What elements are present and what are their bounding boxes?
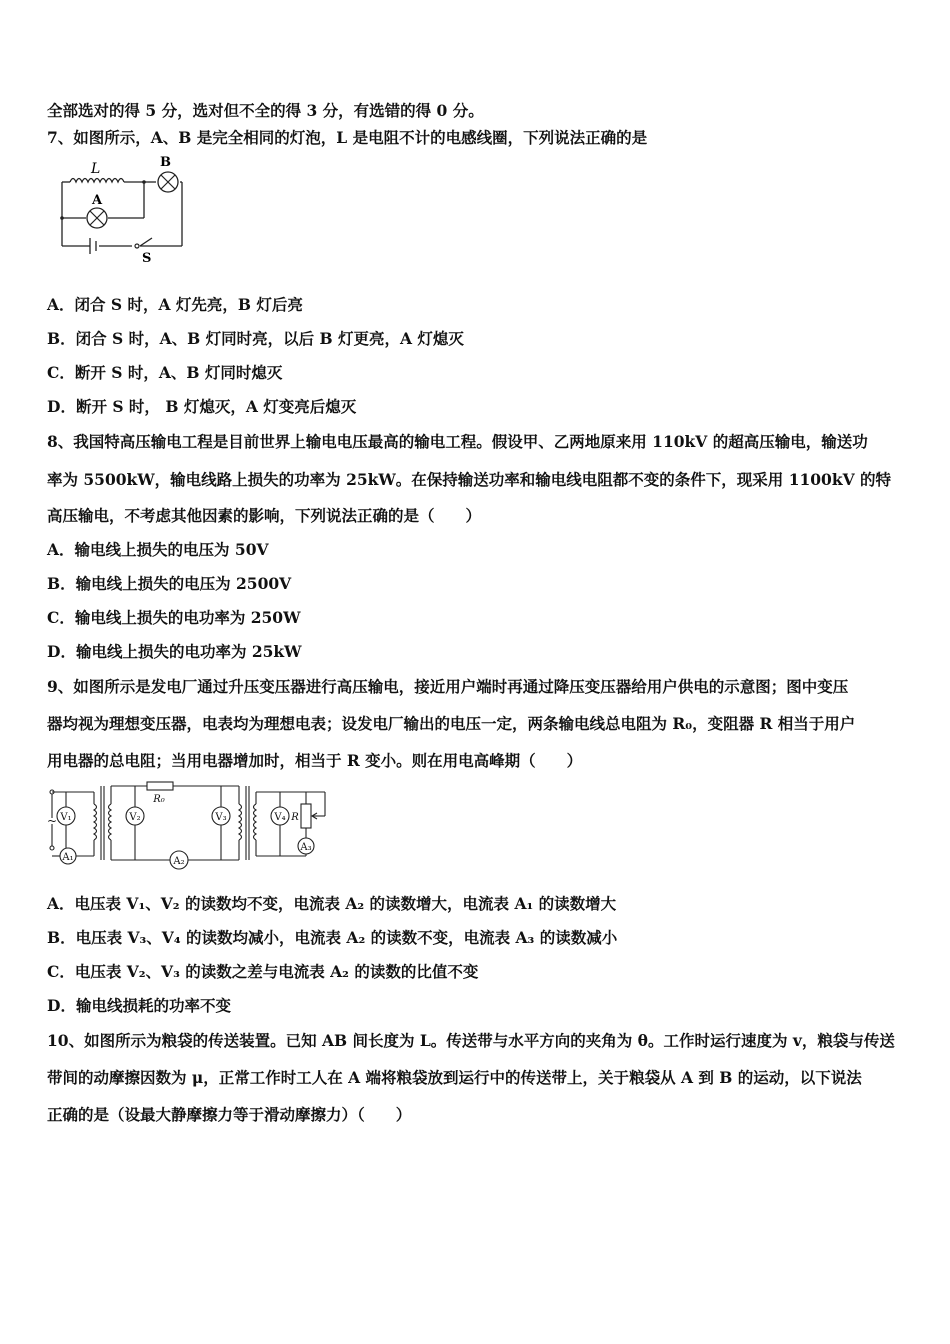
q8-option-c: C．输电线上损失的电功率为 250W [47, 608, 301, 627]
lamp-a-symbol [87, 208, 107, 228]
a3-label: A₃ [300, 842, 312, 853]
q7-stem: 7、如图所示，A、B 是完全相同的灯泡，L 是电阻不计的电感线圈，下列说法正确的是 [47, 128, 648, 147]
lamp-b-label: B [160, 155, 171, 170]
q7-circuit-figure [52, 152, 192, 264]
q7-option-a: A．闭合 S 时，A 灯先亮，B 灯后亮 [47, 295, 303, 314]
a1-label: A₁ [62, 852, 74, 863]
q8-stem-line-3: 高压输电，不考虑其他因素的影响，下列说法正确的是（ ） [47, 506, 482, 525]
r-label: R [291, 812, 299, 823]
q8-stem-line-2: 率为 5500kW，输电线路上损失的功率为 25kW。在保持输送功率和输电线电阻都不变的条件下，现采用 1100kV 的特 [47, 470, 891, 489]
q10-stem-line-1: 10、如图所示为粮袋的传送装置。已知 AB 间长度为 L。传送带与水平方向的夹角为 θ。工作时运行速度为 v，粮袋与传送 [47, 1031, 895, 1050]
q9-transmission-figure [44, 778, 334, 870]
q10-stem-line-3: 正确的是（设最大静摩擦力等于滑动摩擦力）（ ） [47, 1105, 412, 1124]
q8-option-a: A．输电线上损失的电压为 50V [47, 540, 269, 559]
q7-option-d: D．断开 S 时， B 灯熄灭，A 灯变亮后熄灭 [47, 397, 357, 416]
q7-option-b: B．闭合 S 时，A、B 灯同时亮，以后 B 灯更亮，A 灯熄灭 [47, 329, 464, 348]
q9-option-d: D．输电线损耗的功率不变 [47, 996, 231, 1015]
r0-label: R₀ [153, 794, 165, 805]
inductor-label: L [91, 161, 101, 177]
scoring-note: 全部选对的得 5 分，选对但不全的得 3 分，有选错的得 0 分。 [47, 101, 484, 120]
q9-option-b: B．电压表 V₃、V₄ 的读数均减小，电流表 A₂ 的读数不变，电流表 A₃ 的读数减小 [47, 928, 618, 947]
q8-option-d: D．输电线上损失的电功率为 25kW [47, 642, 302, 661]
switch-label: S [142, 251, 152, 264]
ac-source-label: ~ [46, 814, 58, 828]
v4-label: V₄ [274, 812, 286, 823]
q8-stem-line-1: 8、我国特高压输电工程是目前世界上输电电压最高的输电工程。假设甲、乙两地原来用 110kV 的超高压输电，输送功 [47, 432, 868, 451]
a2-label: A₂ [173, 856, 185, 867]
q9-stem-line-3: 用电器的总电阻；当用电器增加时，相当于 R 变小。则在用电高峰期（ ） [47, 751, 583, 770]
q9-stem-line-1: 9、如图所示是发电厂通过升压变压器进行高压输电，接近用户端时再通过降压变压器给用户供电的示意图；图中变压 [47, 677, 849, 696]
q7-option-c: C．断开 S 时，A、B 灯同时熄灭 [47, 363, 283, 382]
v1-label: V₁ [60, 812, 72, 823]
q9-option-a: A．电压表 V₁、V₂ 的读数均不变，电流表 A₂ 的读数增大，电流表 A₁ 的读数增大 [47, 894, 617, 913]
q8-option-b: B．输电线上损失的电压为 2500V [47, 574, 292, 593]
q9-option-c: C．电压表 V₂、V₃ 的读数之差与电流表 A₂ 的读数的比值不变 [47, 962, 479, 981]
v3-label: V₃ [215, 812, 227, 823]
v2-label: V₂ [129, 812, 141, 823]
lamp-b-symbol [158, 172, 178, 192]
q9-stem-line-2: 器均视为理想变压器，电表均为理想电表；设发电厂输出的电压一定，两条输电线总电阻为 R₀，变阻器 R 相当于用户 [47, 714, 856, 733]
q10-stem-line-2: 带间的动摩擦因数为 μ，正常工作时工人在 A 端将粮袋放到运行中的传送带上，关于粮袋从 A 到 B 的运动，以下说法 [47, 1068, 862, 1087]
lamp-a-label: A [92, 193, 103, 208]
